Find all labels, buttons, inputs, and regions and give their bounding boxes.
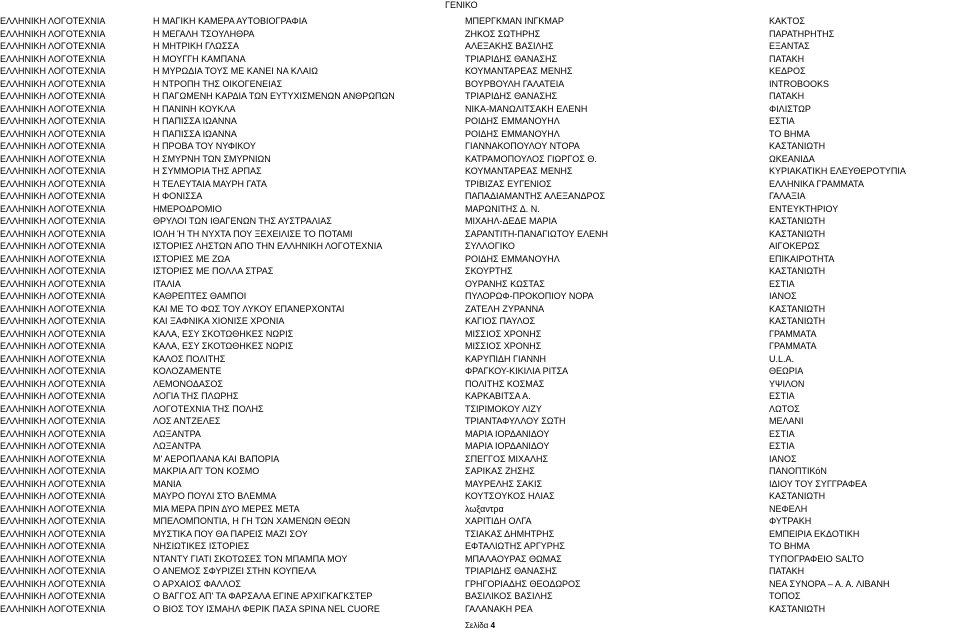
table-row bbox=[0, 540, 960, 553]
table-row bbox=[0, 40, 960, 53]
author-cell: ΜΠΕΡΓΚΜΑΝ ΙΝΓΚΜΑΡ bbox=[465, 16, 564, 26]
author-cell: ΜΙΧΑΗΛ-ΔΕΔΕ ΜΑΡΙΑ bbox=[465, 216, 558, 226]
publisher-cell: ΕΞΑΝΤΑΣ bbox=[769, 41, 810, 51]
publisher-cell: ΚΑΣΤΑΝΙΩΤΗ bbox=[769, 228, 826, 239]
table-row bbox=[0, 353, 960, 366]
publisher-cell: ΤΟ ΒΗΜΑ bbox=[769, 541, 810, 551]
category-cell: ΕΛΛΗΝΙΚΗ ΛΟΓΟΤΕΧΝΙΑ bbox=[0, 366, 106, 376]
publisher-cell: ΚΕΔΡΟΣ bbox=[769, 66, 806, 76]
table-row bbox=[0, 403, 960, 416]
author-cell: ΖΗΚΟΣ ΣΩΤΗΡΗΣ bbox=[465, 28, 541, 39]
author-cell: ΜΙΣΣΙΟΣ ΧΡΟΝΗΣ bbox=[465, 341, 542, 351]
publisher-cell: ΕΝΤΕΥΚΤΗΡΙΟΥ bbox=[769, 203, 839, 214]
author-cell: ΤΣΙΑΚΑΣ ΔΗΜΗΤΡΗΣ bbox=[465, 528, 555, 539]
publisher-cell: ΕΜΠΕΙΡΙΑ ΕΚΔΟΤΙΚΗ bbox=[769, 528, 860, 539]
publisher-cell: ΓΡΑΜΜΑΤΑ bbox=[769, 328, 817, 339]
title-cell: Ο ΑΡΧΑΙΟΣ ΦΑΛΛΟΣ bbox=[153, 578, 241, 589]
title-cell: Η ΠΑΓΩΜΕΝΗ ΚΑΡΔΙΑ ΤΩΝ ΕΥΤΥΧΙΣΜΕΝΩΝ ΑΝΘΡΩΠΩΝ bbox=[153, 91, 395, 101]
author-cell: ΟΥΡΑΝΗΣ ΚΩΣΤΑΣ bbox=[465, 278, 545, 289]
category-cell: ΕΛΛΗΝΙΚΗ ΛΟΓΟΤΕΧΝΙΑ bbox=[0, 316, 106, 326]
author-cell: ΒΑΣΙΛΙΚΟΣ ΒΑΣΙΛΗΣ bbox=[465, 591, 553, 601]
publisher-cell: ΚΑΚΤΟΣ bbox=[769, 16, 805, 26]
title-cell: Η ΣΥΜΜΟΡΙΑ ΤΗΣ ΑΡΠΑΣ bbox=[153, 166, 262, 176]
publisher-cell: ΕΣΤΙΑ bbox=[769, 116, 795, 126]
publisher-cell: ΕΛΛΗΝΙΚΑ ΓΡΑΜΜΑΤΑ bbox=[769, 178, 864, 189]
table-row bbox=[0, 440, 960, 453]
publisher-cell: ΤΥΠΟΓΡΑΦΕΙΟ SALTO bbox=[769, 553, 864, 564]
publisher-cell: ΩΚΕΑΝΙΔΑ bbox=[769, 153, 815, 164]
title-cell: Η ΠΑΠΙΣΣΑ ΙΩΑΝΝΑ bbox=[153, 116, 237, 126]
title-cell: ΚΑΛΑ, ΕΣΥ ΣΚΟΤΩΘΗΚΕΣ ΝΩΡΙΣ bbox=[153, 328, 294, 339]
category-cell: ΕΛΛΗΝΙΚΗ ΛΟΓΟΤΕΧΝΙΑ bbox=[0, 553, 106, 564]
category-cell: ΕΛΛΗΝΙΚΗ ΛΟΓΟΤΕΧΝΙΑ bbox=[0, 353, 106, 364]
table-row bbox=[0, 340, 960, 353]
author-cell: λωξαντρα bbox=[465, 503, 504, 514]
title-cell: Η ΜΗΤΡΙΚΗ ΓΛΩΣΣΑ bbox=[153, 41, 240, 51]
title-cell: ΛΟΣ ΑΝΤΖΕΛΕΣ bbox=[153, 416, 221, 426]
publisher-cell: ΚΑΣΤΑΝΙΩΤΗ bbox=[769, 141, 826, 151]
author-cell: ΤΡΙΑΡΙΔΗΣ ΘΑΝΑΣΗΣ bbox=[465, 91, 558, 101]
title-cell: ΛΩΞΑΝΤΡΑ bbox=[153, 441, 201, 451]
publisher-cell: ΤΟ ΒΗΜΑ bbox=[769, 128, 810, 139]
table-row bbox=[0, 390, 960, 403]
page-label: Σελίδα bbox=[464, 621, 489, 630]
table-row bbox=[0, 378, 960, 391]
category-cell: ΕΛΛΗΝΙΚΗ ΛΟΓΟΤΕΧΝΙΑ bbox=[0, 278, 106, 289]
title-cell: ΙΣΤΟΡΙΕΣ ΜΕ ΖΩΑ bbox=[153, 253, 231, 264]
publisher-cell: ΙΑΝΟΣ bbox=[769, 453, 797, 464]
title-cell: ΚΑΙ ΞΑΦΝΙΚΑ ΧΙΟΝΙΣΕ ΧΡΟΝΙΑ bbox=[153, 316, 285, 326]
table-row bbox=[0, 165, 960, 178]
publisher-cell: ΝΕΦΕΛΗ bbox=[769, 503, 808, 514]
publisher-cell: ΕΣΤΙΑ bbox=[769, 441, 795, 451]
table-row bbox=[0, 90, 960, 103]
title-cell: Η ΜΑΓΙΚΗ ΚΑΜΕΡΑ ΑΥΤΟΒΙΟΓΡΑΦΙΑ bbox=[153, 16, 308, 26]
author-cell: ΠΥΛΟΡΩΦ-ΠΡΟΚΟΠΙΟΥ ΝΟΡΑ bbox=[465, 291, 594, 301]
author-cell: ΖΑΤΕΛΗ ΖΥΡΑΝΝΑ bbox=[465, 303, 545, 314]
category-cell: ΕΛΛΗΝΙΚΗ ΛΟΓΟΤΕΧΝΙΑ bbox=[0, 603, 106, 614]
publisher-cell: ΠΑΡΑΤΗΡΗΤΗΣ bbox=[769, 28, 835, 39]
author-cell: ΜΠΑΛΑΟΥΡΑΣ ΘΩΜΑΣ bbox=[465, 553, 562, 564]
title-cell: Ο ΑΝΕΜΟΣ ΣΦΥΡΙΖΕΙ ΣΤΗΝ ΚΟΥΠΕΛΑ bbox=[153, 566, 317, 576]
title-cell: ΛΕΜΟΝΟΔΑΣΟΣ bbox=[153, 378, 223, 389]
author-cell: ΣΥΛΛΟΓΙΚΟ bbox=[465, 241, 515, 251]
category-cell: ΕΛΛΗΝΙΚΗ ΛΟΓΟΤΕΧΝΙΑ bbox=[0, 328, 106, 339]
title-cell: ΝΗΣΙΩΤΙΚΕΣ ΙΣΤΟΡΙΕΣ bbox=[153, 541, 250, 551]
publisher-cell: ΝΕΑ ΣΥΝΟΡΑ – Α. Α. ΛΙΒΑΝΗ bbox=[769, 578, 890, 589]
category-cell: ΕΛΛΗΝΙΚΗ ΛΟΓΟΤΕΧΝΙΑ bbox=[0, 578, 106, 589]
title-cell: ΜΑΚΡΙΑ ΑΠ' ΤΟΝ ΚΟΣΜΟ bbox=[153, 466, 260, 476]
category-cell: ΕΛΛΗΝΙΚΗ ΛΟΓΟΤΕΧΝΙΑ bbox=[0, 28, 106, 39]
title-cell: ΛΟΓΟΤΕΧΝΙΑ ΤΗΣ ΠΟΛΗΣ bbox=[153, 403, 264, 414]
author-cell: ΝΙΚΑ-ΜΑΝΩΛΙΤΣΑΚΗ ΕΛΕΝΗ bbox=[465, 103, 588, 114]
title-cell: ΜΑΥΡΟ ΠΟΥΛΙ ΣΤΟ ΒΛΕΜΜΑ bbox=[153, 491, 277, 501]
category-cell: ΕΛΛΗΝΙΚΗ ΛΟΓΟΤΕΧΝΙΑ bbox=[0, 166, 106, 176]
table-row bbox=[0, 590, 960, 603]
table-row bbox=[0, 328, 960, 341]
title-cell: Η ΠΡΟΒΑ ΤΟΥ ΝΥΦΙΚΟΥ bbox=[153, 141, 256, 151]
table-row bbox=[0, 365, 960, 378]
publisher-cell: ΚΑΣΤΑΝΙΩΤΗ bbox=[769, 216, 826, 226]
author-cell: ΣΠΕΓΓΟΣ ΜΙΧΑΛΗΣ bbox=[465, 453, 549, 464]
publisher-cell: ΚΑΣΤΑΝΙΩΤΗ bbox=[769, 303, 826, 314]
author-cell: ΓΡΗΓΟΡΙΑΔΗΣ ΘΕΟΔΩΡΟΣ bbox=[465, 578, 581, 589]
category-cell: ΕΛΛΗΝΙΚΗ ΛΟΓΟΤΕΧΝΙΑ bbox=[0, 128, 106, 139]
author-cell: ΓΙΑΝΝΑΚΟΠΟΥΛΟΥ ΝΤΟΡΑ bbox=[465, 141, 580, 151]
category-cell: ΕΛΛΗΝΙΚΗ ΛΟΓΟΤΕΧΝΙΑ bbox=[0, 403, 106, 414]
title-cell: Μ' ΑΕΡΟΠΛΑΝΑ ΚΑΙ ΒΑΠΟΡΙΑ bbox=[153, 453, 280, 464]
category-cell: ΕΛΛΗΝΙΚΗ ΛΟΓΟΤΕΧΝΙΑ bbox=[0, 153, 106, 164]
table-row bbox=[0, 128, 960, 141]
publisher-cell: ΜΕΛΑΝΙ bbox=[769, 416, 804, 426]
table-row bbox=[0, 290, 960, 303]
table-row bbox=[0, 415, 960, 428]
author-cell: ΜΑΡΙΑ ΙΟΡΔΑΝΙΔΟΥ bbox=[465, 441, 550, 451]
publisher-cell: ΓΡΑΜΜΑΤΑ bbox=[769, 341, 817, 351]
table-row bbox=[0, 265, 960, 278]
publisher-cell: ΚΑΣΤΑΝΙΩΤΗ bbox=[769, 316, 826, 326]
publisher-cell: ΥΨΙΛΟΝ bbox=[769, 378, 805, 389]
table-row bbox=[0, 240, 960, 253]
title-cell: Η ΠΑΝΙΝΗ ΚΟΥΚΛΑ bbox=[153, 103, 236, 114]
author-cell: ΤΣΙΡΙΜΟΚΟΥ ΛΙΖΥ bbox=[465, 403, 542, 414]
category-cell: ΕΛΛΗΝΙΚΗ ΛΟΓΟΤΕΧΝΙΑ bbox=[0, 291, 106, 301]
title-cell: ΜΑΝΙΑ bbox=[153, 478, 182, 489]
table-row bbox=[0, 28, 960, 41]
publisher-cell: ΓΑΛΑΞΙΑ bbox=[769, 191, 806, 201]
page-number: 4 bbox=[490, 621, 496, 630]
publisher-cell: ΘΕΩΡΙΑ bbox=[769, 366, 804, 376]
title-cell: ΚΑΛΑ, ΕΣΥ ΣΚΟΤΩΘΗΚΕΣ ΝΩΡΙΣ bbox=[153, 341, 294, 351]
author-cell: ΚΑΡΚΑΒΙΤΣΑ Α. bbox=[465, 391, 531, 401]
publisher-cell: ΦΥΤΡΑΚΗ bbox=[769, 516, 812, 526]
publisher-cell: ΚΑΣΤΑΝΙΩΤΗ bbox=[769, 266, 826, 276]
table-row bbox=[0, 465, 960, 478]
category-cell: ΕΛΛΗΝΙΚΗ ΛΟΓΟΤΕΧΝΙΑ bbox=[0, 541, 106, 551]
publisher-cell: ΕΣΤΙΑ bbox=[769, 278, 795, 289]
title-cell: ΜΠΕΛΟΜΠΟΝΤΙΑ, Η ΓΗ ΤΩΝ ΧΑΜΕΝΩΝ ΘΕΩΝ bbox=[153, 516, 351, 526]
author-cell: ΚΟΥΜΑΝΤΑΡΕΑΣ ΜΕΝΗΣ bbox=[465, 166, 573, 176]
table-row bbox=[0, 115, 960, 128]
category-cell: ΕΛΛΗΝΙΚΗ ΛΟΓΟΤΕΧΝΙΑ bbox=[0, 266, 106, 276]
author-cell: ΕΦΤΑΛΙΩΤΗΣ ΑΡΓΥΡΗΣ bbox=[465, 541, 565, 551]
category-cell: ΕΛΛΗΝΙΚΗ ΛΟΓΟΤΕΧΝΙΑ bbox=[0, 491, 106, 501]
table-row bbox=[0, 528, 960, 541]
table-row bbox=[0, 190, 960, 203]
author-cell: ΜΑΡΙΑ ΙΟΡΔΑΝΙΔΟΥ bbox=[465, 428, 550, 439]
category-cell: ΕΛΛΗΝΙΚΗ ΛΟΓΟΤΕΧΝΙΑ bbox=[0, 203, 106, 214]
table-row bbox=[0, 453, 960, 466]
table-row bbox=[0, 53, 960, 66]
title-cell: Η ΜΕΓΑΛΗ ΤΣΟΥΛΗΘΡΑ bbox=[153, 28, 255, 39]
table-row bbox=[0, 565, 960, 578]
publisher-cell: ΙΔΙΟΥ ΤΟΥ ΣΥΓΓΡΑΦΕΑ bbox=[769, 478, 868, 489]
title-cell: Ο ΒΙΟΣ ΤΟΥ ΙΣΜΑΗΛ ΦΕΡΙΚ ΠΑΣΑ SPINA NEL CUORE bbox=[153, 603, 380, 614]
publisher-cell: ΤΟΠΟΣ bbox=[769, 591, 801, 601]
publisher-cell: ΚΥΡΙΑΚΑΤΙΚΗ ΕΛΕΥΘΕΡΟΤΥΠΙΑ bbox=[769, 166, 906, 176]
author-cell: ΜΑΥΡΕΛΗΣ ΣΑΚΙΣ bbox=[465, 478, 543, 489]
page-footer bbox=[0, 621, 960, 631]
title-cell: ΜΥΣΤΙΚΑ ΠΟΥ ΘΑ ΠΑΡΕΙΣ ΜΑΖΙ ΣΟΥ bbox=[153, 528, 308, 539]
table-row bbox=[0, 203, 960, 216]
category-cell: ΕΛΛΗΝΙΚΗ ΛΟΓΟΤΕΧΝΙΑ bbox=[0, 16, 106, 26]
table-row bbox=[0, 253, 960, 266]
category-cell: ΕΛΛΗΝΙΚΗ ΛΟΓΟΤΕΧΝΙΑ bbox=[0, 178, 106, 189]
category-cell: ΕΛΛΗΝΙΚΗ ΛΟΓΟΤΕΧΝΙΑ bbox=[0, 416, 106, 426]
author-cell: ΤΡΙΑΡΙΔΗΣ ΘΑΝΑΣΗΣ bbox=[465, 53, 558, 64]
author-cell: ΤΡΙΒΙΖΑΣ ΕΥΓΕΝΙΟΣ bbox=[465, 178, 552, 189]
title-cell: Ο ΒΑΓΓΟΣ ΑΠ' ΤΑ ΦΑΡΣΑΛΑ ΕΓΙΝΕ ΑΡΧΙΓΚΑΓΚΣΤΕΡ bbox=[153, 591, 373, 601]
author-cell: ΚΑΓΙΟΣ ΠΑΥΛΟΣ bbox=[465, 316, 536, 326]
title-cell: ΙΟΛΗ Ή ΤΗ ΝΥΧΤΑ ΠΟΥ ΞΕΧΕΙΛΙΣΕ ΤΟ ΠΟΤΑΜΙ bbox=[153, 228, 353, 239]
table-row bbox=[0, 153, 960, 166]
publisher-cell: ΕΠΙΚΑΙΡΟΤΗΤΑ bbox=[769, 253, 835, 264]
title-cell: Η ΤΕΛΕΥΤΑΙΑ ΜΑΥΡΗ ΓΑΤΑ bbox=[153, 178, 267, 189]
category-cell: ΕΛΛΗΝΙΚΗ ΛΟΓΟΤΕΧΝΙΑ bbox=[0, 503, 106, 514]
author-cell: ΦΡΑΓΚΟΥ-ΚΙΚΙΛΙΑ ΡΙΤΣΑ bbox=[465, 366, 569, 376]
title-cell: Η ΜΥΡΩΔΙΑ ΤΟΥΣ ΜΕ ΚΑΝΕΙ ΝΑ ΚΛΑΙΩ bbox=[153, 66, 318, 76]
title-cell: ΘΡΥΛΟΙ ΤΩΝ ΙΘΑΓΕΝΩΝ ΤΗΣ ΑΥΣΤΡΑΛΙΑΣ bbox=[153, 216, 332, 226]
category-cell: ΕΛΛΗΝΙΚΗ ΛΟΓΟΤΕΧΝΙΑ bbox=[0, 103, 106, 114]
publisher-cell: ΕΣΤΙΑ bbox=[769, 428, 795, 439]
publisher-cell: ΚΑΣΤΑΝΙΩΤΗ bbox=[769, 491, 826, 501]
title-cell: ΛΩΞΑΝΤΡΑ bbox=[153, 428, 201, 439]
publisher-cell: INTROBOOKS bbox=[769, 78, 830, 89]
category-cell: ΕΛΛΗΝΙΚΗ ΛΟΓΟΤΕΧΝΙΑ bbox=[0, 116, 106, 126]
publisher-cell: ΦΙΛΙΣΤΩΡ bbox=[769, 103, 811, 114]
publisher-cell: U.L.A. bbox=[769, 353, 795, 364]
title-cell: Η ΠΑΠΙΣΣΑ ΙΩΑΝΝΑ bbox=[153, 128, 237, 139]
category-cell: ΕΛΛΗΝΙΚΗ ΛΟΓΟΤΕΧΝΙΑ bbox=[0, 303, 106, 314]
category-cell: ΕΛΛΗΝΙΚΗ ΛΟΓΟΤΕΧΝΙΑ bbox=[0, 191, 106, 201]
category-cell: ΕΛΛΗΝΙΚΗ ΛΟΓΟΤΕΧΝΙΑ bbox=[0, 466, 106, 476]
title-cell: ΚΑΛΟΣ ΠΟΛΙΤΗΣ bbox=[153, 353, 226, 364]
category-cell: ΕΛΛΗΝΙΚΗ ΛΟΓΟΤΕΧΝΙΑ bbox=[0, 591, 106, 601]
table-row bbox=[0, 15, 960, 28]
title-cell: ΚΑΙ ΜΕ ΤΟ ΦΩΣ ΤΟΥ ΛΥΚΟΥ ΕΠΑΝΕΡΧΟΝΤΑΙ bbox=[153, 303, 345, 314]
table-row bbox=[0, 278, 960, 291]
title-cell: Η ΦΟΝΙΣΣΑ bbox=[153, 191, 203, 201]
author-cell: ΧΑΡΙΤΙΔΗ ΟΛΓΑ bbox=[465, 516, 532, 526]
category-cell: ΕΛΛΗΝΙΚΗ ΛΟΓΟΤΕΧΝΙΑ bbox=[0, 428, 106, 439]
table-row bbox=[0, 303, 960, 316]
category-cell: ΕΛΛΗΝΙΚΗ ΛΟΓΟΤΕΧΝΙΑ bbox=[0, 391, 106, 401]
table-row bbox=[0, 428, 960, 441]
author-cell: ΣΚΟΥΡΤΗΣ bbox=[465, 266, 513, 276]
category-cell: ΕΛΛΗΝΙΚΗ ΛΟΓΟΤΕΧΝΙΑ bbox=[0, 441, 106, 451]
title-cell: ΚΟΛΟΖΑΜΕΝΤΕ bbox=[153, 366, 222, 376]
table-row bbox=[0, 490, 960, 503]
table-row bbox=[0, 315, 960, 328]
category-cell: ΕΛΛΗΝΙΚΗ ΛΟΓΟΤΕΧΝΙΑ bbox=[0, 516, 106, 526]
title-cell: ΚΑΘΡΕΠΤΕΣ ΘΑΜΠΟΙ bbox=[153, 291, 247, 301]
table-row bbox=[0, 478, 960, 491]
category-cell: ΕΛΛΗΝΙΚΗ ΛΟΓΟΤΕΧΝΙΑ bbox=[0, 228, 106, 239]
table-row bbox=[0, 515, 960, 528]
publisher-cell: ΑΙΓΟΚΕΡΩΣ bbox=[769, 241, 820, 251]
table-row bbox=[0, 228, 960, 241]
title-cell: ΗΜΕΡΟΔΡΟΜΙΟ bbox=[153, 203, 222, 214]
category-cell: ΕΛΛΗΝΙΚΗ ΛΟΓΟΤΕΧΝΙΑ bbox=[0, 378, 106, 389]
title-cell: ΙΤΑΛΙΑ bbox=[153, 278, 181, 289]
category-cell: ΕΛΛΗΝΙΚΗ ΛΟΓΟΤΕΧΝΙΑ bbox=[0, 566, 106, 576]
author-cell: ΡΟΙΔΗΣ ΕΜΜΑΝΟΥΗΛ bbox=[465, 128, 560, 139]
author-cell: ΚΑΡΥΠΙΔΗ ΓΙΑΝΝΗ bbox=[465, 353, 546, 364]
author-cell: ΡΟΙΔΗΣ ΕΜΜΑΝΟΥΗΛ bbox=[465, 253, 560, 264]
title-cell: ΝΤΑΝΤΥ ΓΙΑΤΙ ΣΚΟΤΩΣΕΣ ΤΟΝ ΜΠΑΜΠΑ ΜΟΥ bbox=[153, 553, 348, 564]
title-cell: Η ΣΜΥΡΝΗ ΤΩΝ ΣΜΥΡΝΙΩΝ bbox=[153, 153, 271, 164]
title-cell: ΛΟΓΙΑ ΤΗΣ ΠΛΩΡΗΣ bbox=[153, 391, 239, 401]
author-cell: ΜΑΡΩΝΙΤΗΣ Δ. Ν. bbox=[465, 203, 540, 214]
author-cell: ΜΙΣΣΙΟΣ ΧΡΟΝΗΣ bbox=[465, 328, 542, 339]
category-cell: ΕΛΛΗΝΙΚΗ ΛΟΓΟΤΕΧΝΙΑ bbox=[0, 91, 106, 101]
author-cell: ΒΟΥΡΒΟΥΛΗ ΓΑΛΑΤΕΙΑ bbox=[465, 78, 565, 89]
table-row bbox=[0, 578, 960, 591]
author-cell: ΚΑΤΡΑΜΟΠΟΥΛΟΣ ΓΙΩΡΓΟΣ Θ. bbox=[465, 153, 597, 164]
category-cell: ΕΛΛΗΝΙΚΗ ΛΟΓΟΤΕΧΝΙΑ bbox=[0, 66, 106, 76]
category-cell: ΕΛΛΗΝΙΚΗ ΛΟΓΟΤΕΧΝΙΑ bbox=[0, 241, 106, 251]
table-row bbox=[0, 103, 960, 116]
author-cell: ΠΟΛΙΤΗΣ ΚΟΣΜΑΣ bbox=[465, 378, 545, 389]
publisher-cell: ΠΑΝΟΠΤΙΚόΝ bbox=[769, 466, 827, 476]
category-cell: ΕΛΛΗΝΙΚΗ ΛΟΓΟΤΕΧΝΙΑ bbox=[0, 341, 106, 351]
publisher-cell: ΠΑΤΑΚΗ bbox=[769, 566, 805, 576]
category-cell: ΕΛΛΗΝΙΚΗ ΛΟΓΟΤΕΧΝΙΑ bbox=[0, 41, 106, 51]
category-cell: ΕΛΛΗΝΙΚΗ ΛΟΓΟΤΕΧΝΙΑ bbox=[0, 78, 106, 89]
table-row bbox=[0, 78, 960, 91]
category-cell: ΕΛΛΗΝΙΚΗ ΛΟΓΟΤΕΧΝΙΑ bbox=[0, 453, 106, 464]
author-cell: ΤΡΙΑΡΙΔΗΣ ΘΑΝΑΣΗΣ bbox=[465, 566, 558, 576]
table-row bbox=[0, 215, 960, 228]
author-cell: ΓΑΛΑΝΑΚΗ ΡΕΑ bbox=[465, 603, 533, 614]
publisher-cell: ΚΑΣΤΑΝΙΩΤΗ bbox=[769, 603, 826, 614]
table-row bbox=[0, 603, 960, 616]
author-cell: ΣΑΡΑΝΤΙΤΗ-ΠΑΝΑΓΙΩΤΟΥ ΕΛΕΝΗ bbox=[465, 228, 608, 239]
author-cell: ΣΑΡΙΚΑΣ ΖΗΣΗΣ bbox=[465, 466, 535, 476]
publisher-cell: ΠΑΤΑΚΗ bbox=[769, 53, 805, 64]
header-title: ΓΕΝΙΚΟ bbox=[445, 0, 478, 10]
category-cell: ΕΛΛΗΝΙΚΗ ΛΟΓΟΤΕΧΝΙΑ bbox=[0, 478, 106, 489]
publisher-cell: ΙΑΝΟΣ bbox=[769, 291, 797, 301]
table-row bbox=[0, 553, 960, 566]
table-row bbox=[0, 178, 960, 191]
author-cell: ΚΟΥΤΣΟΥΚΟΣ ΗΛΙΑΣ bbox=[465, 491, 555, 501]
table-row bbox=[0, 503, 960, 516]
author-cell: ΡΟΙΔΗΣ ΕΜΜΑΝΟΥΗΛ bbox=[465, 116, 560, 126]
author-cell: ΑΛΕΞΑΚΗΣ ΒΑΣΙΛΗΣ bbox=[465, 41, 554, 51]
table-row bbox=[0, 140, 960, 153]
title-cell: ΜΙΑ ΜΕΡΑ ΠΡΙΝ ΔΥΟ ΜΕΡΕΣ ΜΕΤΑ bbox=[153, 503, 300, 514]
page-header bbox=[0, 0, 960, 12]
title-cell: ΙΣΤΟΡΙΕΣ ΛΗΣΤΩΝ ΑΠΟ ΤΗΝ ΕΛΛΗΝΙΚΗ ΛΟΓΟΤΕΧΝΙΑ bbox=[153, 241, 383, 251]
category-cell: ΕΛΛΗΝΙΚΗ ΛΟΓΟΤΕΧΝΙΑ bbox=[0, 216, 106, 226]
title-cell: Η ΜΟΥΓΓΗ ΚΑΜΠΑΝΑ bbox=[153, 53, 246, 64]
publisher-cell: ΠΑΤΑΚΗ bbox=[769, 91, 805, 101]
author-cell: ΤΡΙΑΝΤΑΦΥΛΛΟΥ ΣΩΤΗ bbox=[465, 416, 566, 426]
category-cell: ΕΛΛΗΝΙΚΗ ΛΟΓΟΤΕΧΝΙΑ bbox=[0, 53, 106, 64]
publisher-cell: ΛΩΤΟΣ bbox=[769, 403, 800, 414]
author-cell: ΠΑΠΑΔΙΑΜΑΝΤΗΣ ΑΛΕΞΑΝΔΡΟΣ bbox=[465, 191, 606, 201]
book-list-table bbox=[0, 15, 960, 615]
publisher-cell: ΕΣΤΙΑ bbox=[769, 391, 795, 401]
table-row bbox=[0, 65, 960, 78]
title-cell: ΙΣΤΟΡΙΕΣ ΜΕ ΠΟΛΛΑ ΣΤΡΑΣ bbox=[153, 266, 274, 276]
author-cell: ΚΟΥΜΑΝΤΑΡΕΑΣ ΜΕΝΗΣ bbox=[465, 66, 573, 76]
category-cell: ΕΛΛΗΝΙΚΗ ΛΟΓΟΤΕΧΝΙΑ bbox=[0, 528, 106, 539]
category-cell: ΕΛΛΗΝΙΚΗ ΛΟΓΟΤΕΧΝΙΑ bbox=[0, 141, 106, 151]
category-cell: ΕΛΛΗΝΙΚΗ ΛΟΓΟΤΕΧΝΙΑ bbox=[0, 253, 106, 264]
title-cell: Η ΝΤΡΟΠΗ ΤΗΣ ΟΙΚΟΓΕΝΕΙΑΣ bbox=[153, 78, 283, 89]
book-list-body bbox=[0, 15, 960, 615]
